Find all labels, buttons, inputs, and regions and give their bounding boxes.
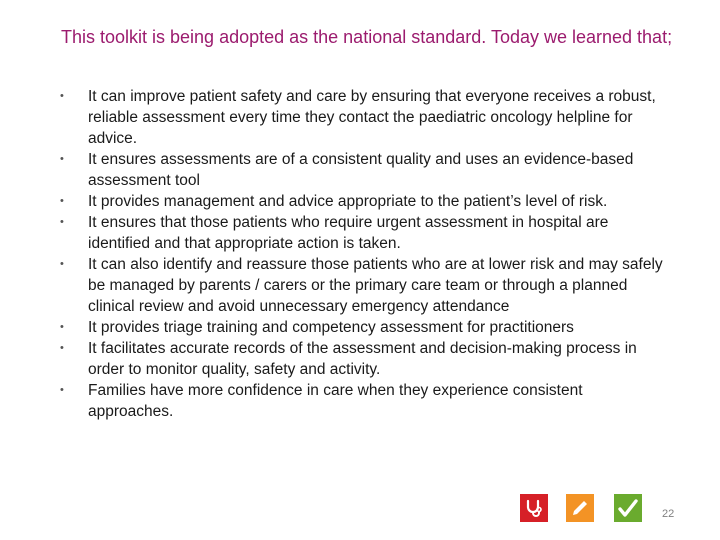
- list-item-text: It ensures that those patients who require urgent assessment in hospital are identified and that appropriate action is taken.: [88, 214, 609, 252]
- checkmark-icon: [614, 494, 642, 522]
- page-number: 22: [662, 508, 675, 520]
- slide-title: This toolkit is being adopted as the national standard. Today we learned that;: [61, 27, 673, 47]
- pencil-icon: [566, 494, 594, 522]
- bullet-marker: •: [60, 153, 64, 165]
- list-item: [60, 86, 670, 149]
- list-item: [60, 317, 670, 338]
- bullet-marker: •: [60, 195, 64, 207]
- list-item-text: It provides triage training and competency assessment for practitioners: [88, 319, 574, 336]
- list-item: [60, 212, 670, 254]
- bullet-marker: •: [60, 384, 64, 396]
- bullet-marker: •: [60, 216, 64, 228]
- stethoscope-icon: [520, 494, 548, 522]
- list-item-text: It can improve patient safety and care by ensuring that everyone receives a robust, reliable assessment every time they contact the paediatric oncology helpline for advice.: [88, 88, 656, 147]
- list-item: [60, 380, 670, 422]
- list-item-text: It ensures assessments are of a consistent quality and uses an evidence-based assessment tool: [88, 151, 634, 189]
- list-item: [60, 191, 670, 212]
- list-item: [60, 254, 670, 317]
- list-item-text: It can also identify and reassure those patients who are at lower risk and may safely be managed by parents / carers or the primary care team or through a planned clinical review and avoid unnecessary emergency attendance: [88, 256, 663, 315]
- list-item-text: It provides management and advice appropriate to the patient’s level of risk.: [88, 193, 608, 210]
- bullet-marker: •: [60, 342, 64, 354]
- bullet-list: [60, 86, 670, 422]
- list-item-text: Families have more confidence in care when they experience consistent approaches.: [88, 382, 583, 420]
- bullet-marker: •: [60, 258, 64, 270]
- bullet-marker: •: [60, 321, 64, 333]
- bullet-marker: •: [60, 90, 64, 102]
- list-item: [60, 149, 670, 191]
- list-item-text: It facilitates accurate records of the assessment and decision-making process in order to monitor quality, safety and activity.: [88, 340, 637, 378]
- list-item: [60, 338, 670, 380]
